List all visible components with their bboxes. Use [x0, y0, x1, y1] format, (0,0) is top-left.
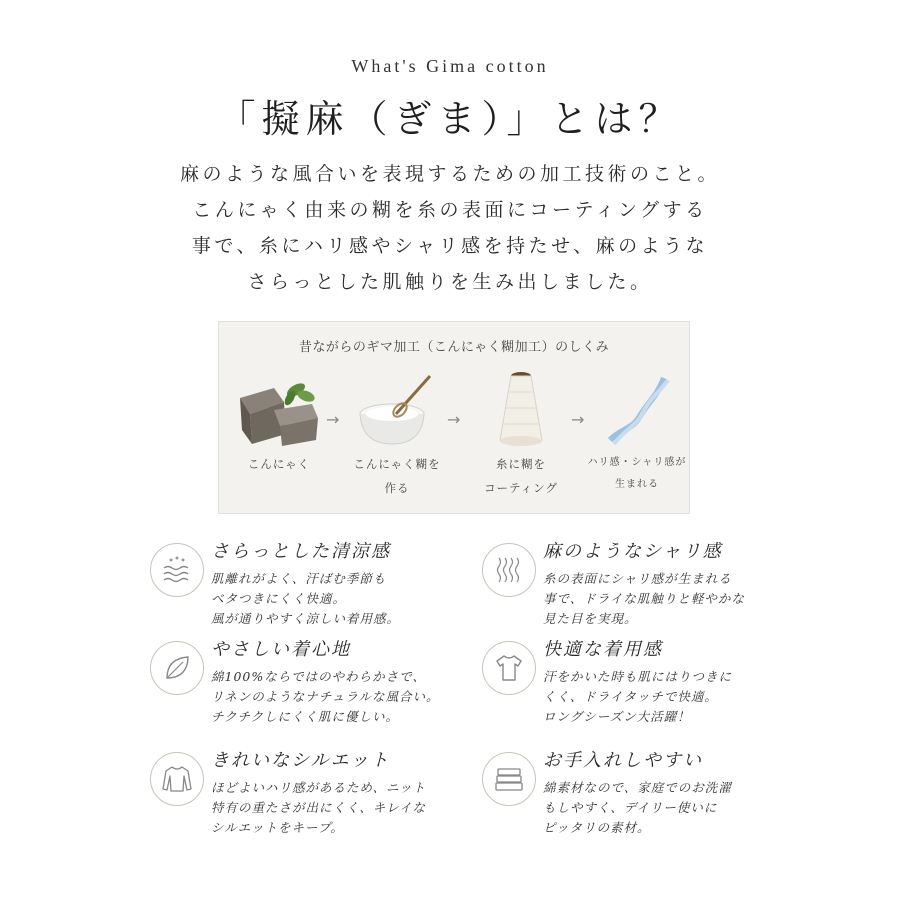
feature-line: 汗をかいた時も肌にはりつきに [543, 669, 733, 684]
knit-texture-icon [493, 554, 525, 586]
feature-line: 事で、ドライな肌触りと軽やかな [543, 591, 745, 606]
feature-line: ほどよいハリ感があるため、ニット [211, 780, 427, 795]
step-label-line: 生まれる [615, 479, 659, 490]
feature-title: きれいなシルエット [211, 750, 391, 771]
step-coating [471, 368, 571, 500]
page-title: 「擬麻（ぎま）」とは？ [217, 97, 683, 141]
feature-line: 風が通りやすく涼しい着用感。 [211, 611, 401, 626]
feature-silhouette [150, 752, 480, 847]
feature-line: くく、ドライタッチで快適。 [543, 689, 718, 704]
step-label-line: コーティング [484, 481, 558, 495]
feature-crisp [482, 543, 812, 638]
feature-line: リネンのようなナチュラルな風合い。 [211, 689, 440, 704]
feature-line: チクチクしにくく肌に優しい。 [211, 709, 400, 724]
feature-line: もしやすく、デイリー使いに [543, 800, 718, 815]
feature-body [211, 778, 426, 838]
feature-line: 綿素材なので、家庭でのお洗濯 [543, 780, 732, 795]
feature-body [543, 778, 732, 838]
step-label [347, 452, 447, 500]
intro-line: こんにゃく由来の糊を糸の表面にコーティングする [192, 199, 708, 221]
feature-icon [150, 641, 204, 695]
thread-cone-icon [476, 368, 566, 448]
feature-icon [482, 752, 536, 806]
feature-title: お手入れしやすい [543, 750, 703, 771]
feature-title: 快適な着用感 [543, 639, 663, 660]
arrow-icon: → [447, 410, 461, 429]
feature-line: ピッタリの素材。 [543, 820, 651, 835]
feature-icon [150, 543, 204, 597]
tshirt-icon [493, 652, 525, 684]
feature-care [482, 752, 812, 847]
feature-line: 特有の重たさが出にくく、キレイな [211, 800, 427, 815]
step-result [587, 368, 687, 496]
feature-icon [150, 752, 204, 806]
feature-body [211, 569, 400, 629]
step-konjac [229, 368, 329, 476]
feature-title: やさしい着心地 [211, 639, 351, 660]
breeze-icon [161, 554, 193, 586]
intro-line: 事で、糸にハリ感やシャリ感を持たせ、麻のような [191, 235, 709, 257]
step-label-line: ハリ感・シャリ感が [587, 457, 687, 468]
feature-line: ベタつきにくく快適。 [211, 591, 347, 606]
step-label-line: 作る [384, 481, 410, 495]
intro-line: さらっとした肌触りを生み出しました。 [247, 271, 653, 293]
step-label [587, 452, 687, 496]
diagram-title: 昔ながらのギマ加工（こんにゃく糊加工）のしくみ [298, 340, 610, 355]
step-label-line: こんにゃく [247, 457, 311, 471]
feature-line: 肌離れがよく、汗ばむ季節も [211, 571, 387, 586]
feature-gentle [150, 641, 480, 736]
arrow-icon: → [326, 410, 340, 429]
feature-body [211, 667, 440, 727]
step-paste [347, 368, 447, 500]
feature-line: ロングシーズン大活躍！ [543, 709, 691, 724]
arrow-icon: → [571, 410, 585, 429]
feature-title: さらっとした清涼感 [211, 541, 391, 562]
step-label [229, 452, 329, 476]
longsleeve-icon [161, 763, 193, 795]
feature-line: 糸の表面にシャリ感が生まれる [543, 571, 732, 586]
feature-line: 見た目を実現。 [543, 611, 638, 626]
bowl-whisk-icon [352, 368, 442, 448]
page-subtitle: What's Gima cotton [351, 56, 549, 76]
feature-icon [482, 543, 536, 597]
feature-line: シルエットをキープ。 [211, 820, 344, 835]
feature-line: 綿100%ならではのやわらかさで、 [211, 669, 426, 684]
feature-cool [150, 543, 480, 638]
leaf-icon [161, 652, 193, 684]
step-label-line: 糸に糊を [496, 457, 546, 471]
step-label [471, 452, 571, 500]
step-label-line: こんにゃく糊を [353, 457, 441, 471]
konjac-icon [234, 368, 324, 448]
intro-line: 麻のような風合いを表現するための加工技術のこと。 [179, 163, 720, 185]
feature-body [543, 667, 732, 727]
feature-title: 麻のようなシャリ感 [543, 541, 723, 562]
feature-body [543, 569, 745, 629]
feature-icon [482, 641, 536, 695]
feature-comfort [482, 641, 812, 736]
intro-text [0, 156, 900, 300]
folded-clothes-icon [493, 763, 525, 795]
twisted-yarn-icon [592, 368, 682, 448]
process-diagram [218, 321, 690, 514]
